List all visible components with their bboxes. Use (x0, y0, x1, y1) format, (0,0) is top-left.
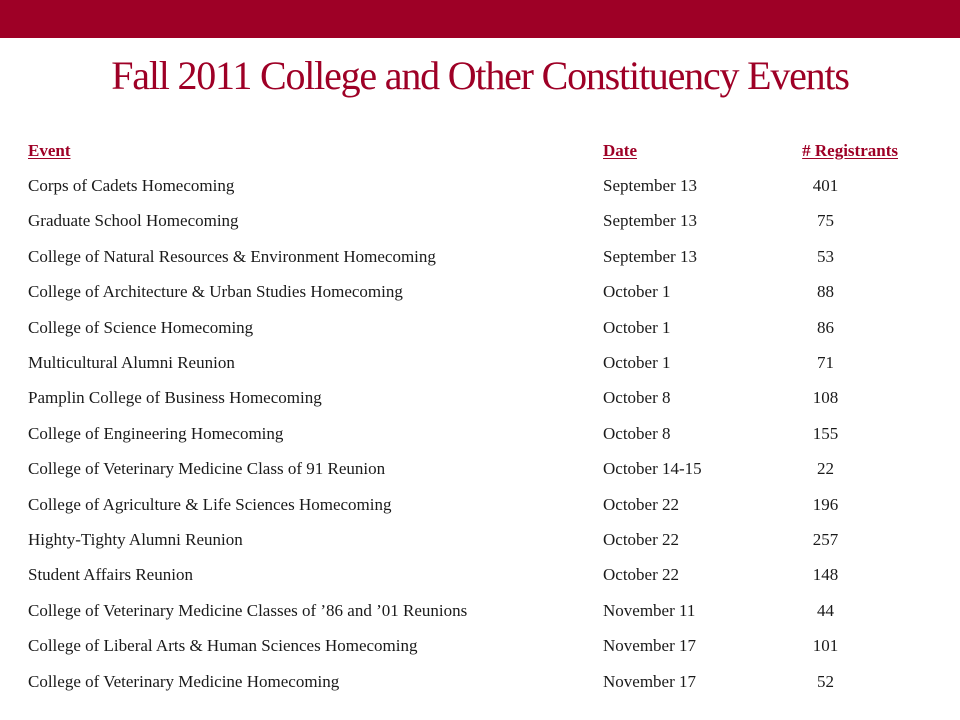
registrants-cell: 148 (812, 565, 839, 585)
table-row (28, 593, 898, 628)
registrants-cell: 22 (817, 459, 834, 479)
table-row (28, 664, 898, 699)
event-name-cell: College of Agriculture & Life Sciences Homecoming (28, 494, 392, 514)
event-date-cell: November 17 (603, 636, 697, 656)
table-row (28, 239, 898, 274)
event-date-cell: October 8 (603, 388, 671, 408)
table-row (28, 168, 898, 203)
table-row (28, 487, 898, 522)
registrants-cell: 71 (817, 353, 834, 373)
event-name-cell: College of Veterinary Medicine Class of 91 Reunion (28, 459, 386, 479)
event-date-cell: October 1 (603, 282, 671, 302)
event-name-cell: College of Science Homecoming (28, 317, 254, 337)
column-header-date: Date (603, 140, 637, 160)
table-header-row (28, 133, 898, 168)
event-date-cell: October 22 (603, 494, 680, 514)
event-date-cell: October 1 (603, 317, 671, 337)
event-name-cell: Highty-Tighty Alumni Reunion (28, 529, 243, 549)
table-row (28, 310, 898, 345)
event-name-cell: College of Liberal Arts & Human Sciences Homecoming (28, 636, 418, 656)
event-name-cell: College of Veterinary Medicine Homecoming (28, 671, 340, 691)
table-row (28, 522, 898, 557)
event-name-cell: Multicultural Alumni Reunion (28, 353, 235, 373)
event-name-cell: College of Architecture & Urban Studies Homecoming (28, 282, 403, 302)
event-date-cell: November 11 (603, 600, 696, 620)
event-name-cell: College of Veterinary Medicine Classes of ’86 and ’01 Reunions (28, 600, 468, 620)
registrants-cell: 101 (812, 636, 839, 656)
table-row (28, 558, 898, 593)
table-row (28, 416, 898, 451)
event-date-cell: November 17 (603, 671, 697, 691)
event-name-cell: College of Natural Resources & Environment Homecoming (28, 246, 436, 266)
event-date-cell: October 1 (603, 353, 671, 373)
event-name-cell: College of Engineering Homecoming (28, 423, 284, 443)
event-date-cell: October 22 (603, 529, 680, 549)
registrants-cell: 53 (817, 246, 834, 266)
event-date-cell: October 14-15 (603, 459, 702, 479)
column-header-event: Event (28, 140, 71, 160)
table-row (28, 204, 898, 239)
table-row (28, 345, 898, 380)
slide-title: Fall 2011 College and Other Constituency Events (111, 53, 849, 98)
column-header-registrants: # Registrants (802, 140, 898, 160)
table-row (28, 452, 898, 487)
registrants-cell: 88 (817, 282, 834, 302)
registrants-cell: 257 (812, 529, 839, 549)
event-name-cell: Pamplin College of Business Homecoming (28, 388, 322, 408)
table-row (28, 628, 898, 663)
registrants-cell: 86 (817, 317, 834, 337)
registrants-cell: 52 (817, 671, 834, 691)
table-row (28, 381, 898, 416)
registrants-cell: 155 (812, 423, 839, 443)
table-row (28, 275, 898, 310)
registrants-cell: 401 (812, 176, 839, 196)
event-date-cell: September 13 (603, 211, 697, 231)
event-name-cell: Corps of Cadets Homecoming (28, 176, 235, 196)
events-table (28, 133, 898, 699)
registrants-cell: 75 (817, 211, 834, 231)
event-date-cell: October 22 (603, 565, 680, 585)
top-accent-bar (0, 0, 960, 38)
registrants-cell: 44 (817, 600, 834, 620)
event-name-cell: Student Affairs Reunion (28, 565, 193, 585)
registrants-cell: 108 (812, 388, 839, 408)
event-name-cell: Graduate School Homecoming (28, 211, 239, 231)
registrants-cell: 196 (812, 494, 839, 514)
event-date-cell: October 8 (603, 423, 671, 443)
event-date-cell: September 13 (603, 246, 697, 266)
event-date-cell: September 13 (603, 176, 697, 196)
